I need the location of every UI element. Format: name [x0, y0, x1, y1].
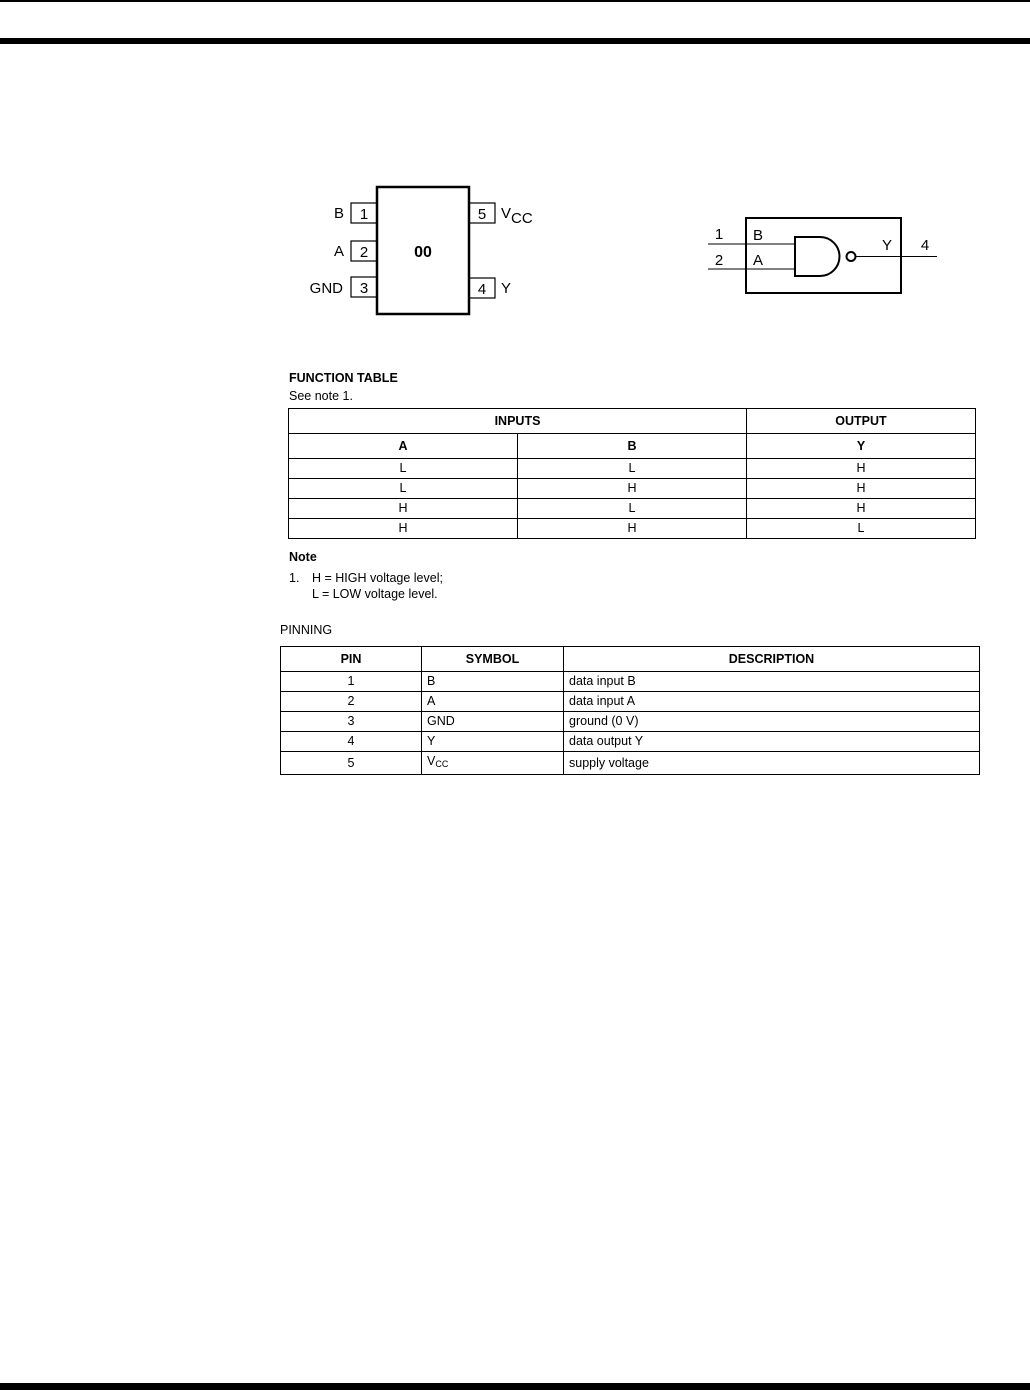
cell-y: H: [747, 479, 976, 499]
pinning-table: [280, 646, 980, 775]
description-cell: ground (0 V): [564, 712, 980, 732]
table-row: [289, 499, 976, 519]
note-number: 1.: [289, 571, 300, 585]
pin-number-1: 1: [359, 206, 369, 223]
column-header-pin: PIN: [281, 647, 422, 672]
logic-pin-number-1: 1: [714, 226, 724, 243]
pin-cell: 5: [281, 752, 422, 775]
cell-a: H: [289, 519, 518, 539]
table-row: [289, 479, 976, 499]
symbol-cell: [422, 732, 564, 752]
note-line-2: L = LOW voltage level.: [312, 587, 438, 601]
cell-y: H: [747, 459, 976, 479]
footer-rule-thick: [0, 1383, 1030, 1390]
pinning-title: PINNING: [280, 623, 333, 637]
logic-pin-label-b: B: [753, 227, 764, 244]
output-group-header: OUTPUT: [747, 409, 976, 434]
table-row: [281, 692, 980, 712]
cell-y: L: [747, 519, 976, 539]
pin-number-5: 5: [477, 206, 487, 223]
pin-label-y: Y: [501, 280, 512, 297]
table-row: [281, 672, 980, 692]
logic-pin-label-a: A: [753, 252, 764, 269]
description-cell: data input B: [564, 672, 980, 692]
cell-y: H: [747, 499, 976, 519]
logic-pin-number-2: 2: [714, 252, 724, 269]
symbol-cell: [422, 752, 564, 775]
pin-number-2: 2: [359, 244, 369, 261]
inputs-group-header: INPUTS: [289, 409, 747, 434]
pinning-header-row: [281, 647, 980, 672]
header-rule-thick: [0, 38, 1030, 44]
logic-symbol-diagram: [700, 210, 950, 305]
symbol-main: V: [427, 754, 436, 768]
cell-b: L: [518, 459, 747, 479]
pin-number-4: 4: [477, 281, 487, 298]
symbol-main: A: [427, 694, 436, 708]
note-item: [289, 570, 443, 602]
function-table-title: FUNCTION TABLE: [289, 371, 398, 385]
symbol-cell: [422, 672, 564, 692]
header-rule-thin: [0, 0, 1030, 2]
pin-cell: 2: [281, 692, 422, 712]
logic-symbol-frame: [746, 218, 901, 293]
column-header-b: B: [518, 434, 747, 459]
table-row: [289, 459, 976, 479]
description-cell: data input A: [564, 692, 980, 712]
package-pinout-diagram: [300, 180, 550, 320]
cell-a: L: [289, 479, 518, 499]
table-row: [281, 752, 980, 775]
cell-a: H: [289, 499, 518, 519]
note-line-1: H = HIGH voltage level;: [312, 571, 443, 585]
cell-a: L: [289, 459, 518, 479]
pin-cell: 3: [281, 712, 422, 732]
nand-gate-icon: [795, 237, 840, 276]
pin-cell: 1: [281, 672, 422, 692]
logic-pin-label-y: Y: [882, 237, 893, 254]
pin-label-gnd: GND: [309, 280, 343, 297]
description-cell: supply voltage: [564, 752, 980, 775]
description-cell: data output Y: [564, 732, 980, 752]
cell-b: H: [518, 519, 747, 539]
column-header-y: Y: [747, 434, 976, 459]
pin-label-vcc: [501, 205, 533, 227]
pin-number-3: 3: [359, 280, 369, 297]
note-title: Note: [289, 550, 317, 564]
symbol-main: B: [427, 674, 436, 688]
column-header-description: DESCRIPTION: [564, 647, 980, 672]
symbol-main: Y: [427, 734, 436, 748]
symbol-main: GND: [427, 714, 455, 728]
cell-b: L: [518, 499, 747, 519]
symbol-subscript: CC: [435, 759, 449, 769]
table-row: [281, 712, 980, 732]
note-block: [289, 550, 443, 602]
function-table-group-header-row: [289, 409, 976, 434]
table-row: [289, 519, 976, 539]
cell-b: H: [518, 479, 747, 499]
function-table-subtitle: See note 1.: [289, 389, 353, 403]
function-table-column-header-row: [289, 434, 976, 459]
symbol-cell: [422, 692, 564, 712]
package-marking: 00: [414, 244, 432, 261]
pin-label-vcc-main: V: [501, 205, 512, 222]
inversion-bubble-icon: [847, 252, 856, 261]
column-header-a: A: [289, 434, 518, 459]
pin-label-b: B: [333, 205, 344, 222]
symbol-cell: [422, 712, 564, 732]
pin-label-a: A: [333, 243, 344, 260]
column-header-symbol: SYMBOL: [422, 647, 564, 672]
pin-cell: 4: [281, 732, 422, 752]
pin-label-vcc-sub: CC: [511, 210, 533, 227]
logic-pin-number-4: 4: [920, 237, 930, 254]
table-row: [281, 732, 980, 752]
function-table: [288, 408, 976, 539]
